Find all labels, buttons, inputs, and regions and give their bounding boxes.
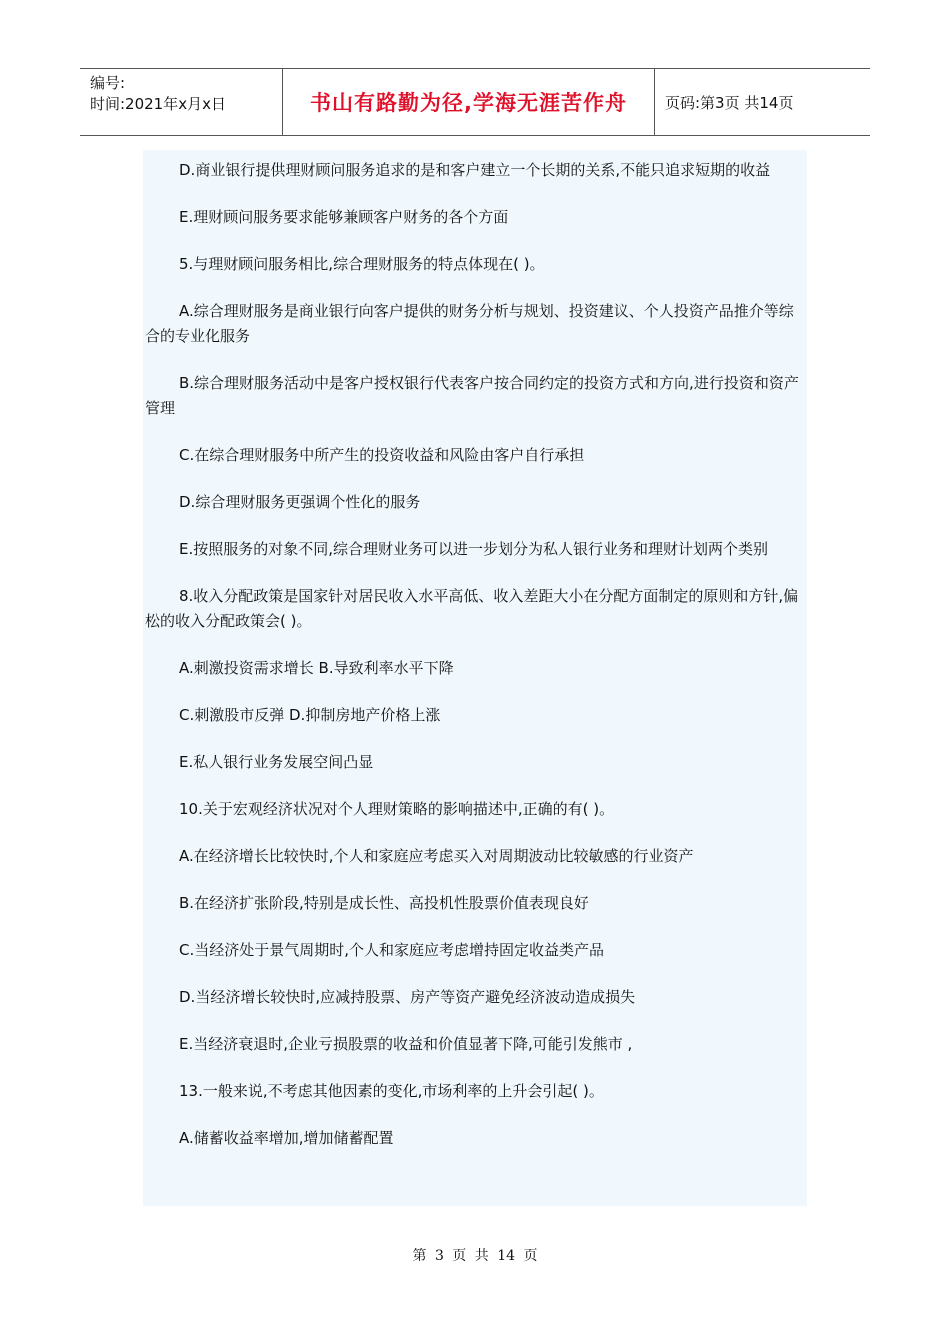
paragraph: C.在综合理财服务中所产生的投资收益和风险由客户自行承担	[179, 446, 585, 464]
paragraph: A.在经济增长比较快时,个人和家庭应考虑买入对周期波动比较敏感的行业资产	[179, 847, 694, 865]
paragraph: E.私人银行业务发展空间凸显	[179, 753, 374, 771]
header-meta	[80, 69, 282, 135]
page-footer: 第 3 页 共 14 页	[412, 1248, 538, 1264]
paragraph: A.综合理财服务是商业银行向客户提供的财务分析与规划、投资建议、个人投资产品推介等综合的专业化服务	[145, 302, 794, 345]
paragraph: A.刺激投资需求增长 B.导致利率水平下降	[179, 659, 454, 677]
paragraph: E.理财顾问服务要求能够兼顾客户财务的各个方面	[179, 208, 509, 226]
paragraph: A.储蓄收益率增加,增加储蓄配置	[179, 1129, 394, 1147]
paragraph: E.按照服务的对象不同,综合理财业务可以进一步划分为私人银行业务和理财计划两个类别	[179, 540, 769, 558]
paragraph: E.当经济衰退时,企业亏损股票的收益和价值显著下降,可能引发熊市 ,	[179, 1035, 633, 1053]
paragraph: D.商业银行提供理财顾问服务追求的是和客户建立一个长期的关系,不能只追求短期的收益	[179, 161, 771, 179]
question-10: 10.关于宏观经济状况对个人理财策略的影响描述中,正确的有( )。	[179, 800, 615, 818]
paragraph: B.在经济扩张阶段,特别是成长性、高投机性股票价值表现良好	[179, 894, 589, 912]
question-13: 13.一般来说,不考虑其他因素的变化,市场利率的上升会引起( )。	[179, 1082, 604, 1100]
paragraph: D.当经济增长较快时,应减持股票、房产等资产避免经济波动造成损失	[179, 988, 636, 1006]
paragraph: C.刺激股市反弹 D.抑制房地产价格上涨	[179, 706, 441, 724]
header-motto: 书山有路勤为径,学海无涯苦作舟	[282, 69, 655, 135]
question-5: 5.与理财顾问服务相比,综合理财服务的特点体现在( )。	[179, 255, 545, 273]
page-header	[80, 68, 870, 136]
header-page-info: 页码:第3页 共14页	[665, 93, 794, 112]
paragraph: D.综合理财服务更强调个性化的服务	[179, 493, 421, 511]
paragraph: B.综合理财服务活动中是客户授权银行代表客户按合同约定的投资方式和方向,进行投资和资产管理	[145, 374, 799, 417]
document-number-label: 编号:	[90, 74, 126, 92]
document-date: 时间:2021年x月x日	[90, 95, 226, 113]
document-body	[143, 150, 807, 1206]
question-8: 8.收入分配政策是国家针对居民收入水平高低、收入差距大小在分配方面制定的原则和方针,偏松的收入分配政策会( )。	[145, 587, 799, 630]
paragraph: C.当经济处于景气周期时,个人和家庭应考虑增持固定收益类产品	[179, 941, 605, 959]
